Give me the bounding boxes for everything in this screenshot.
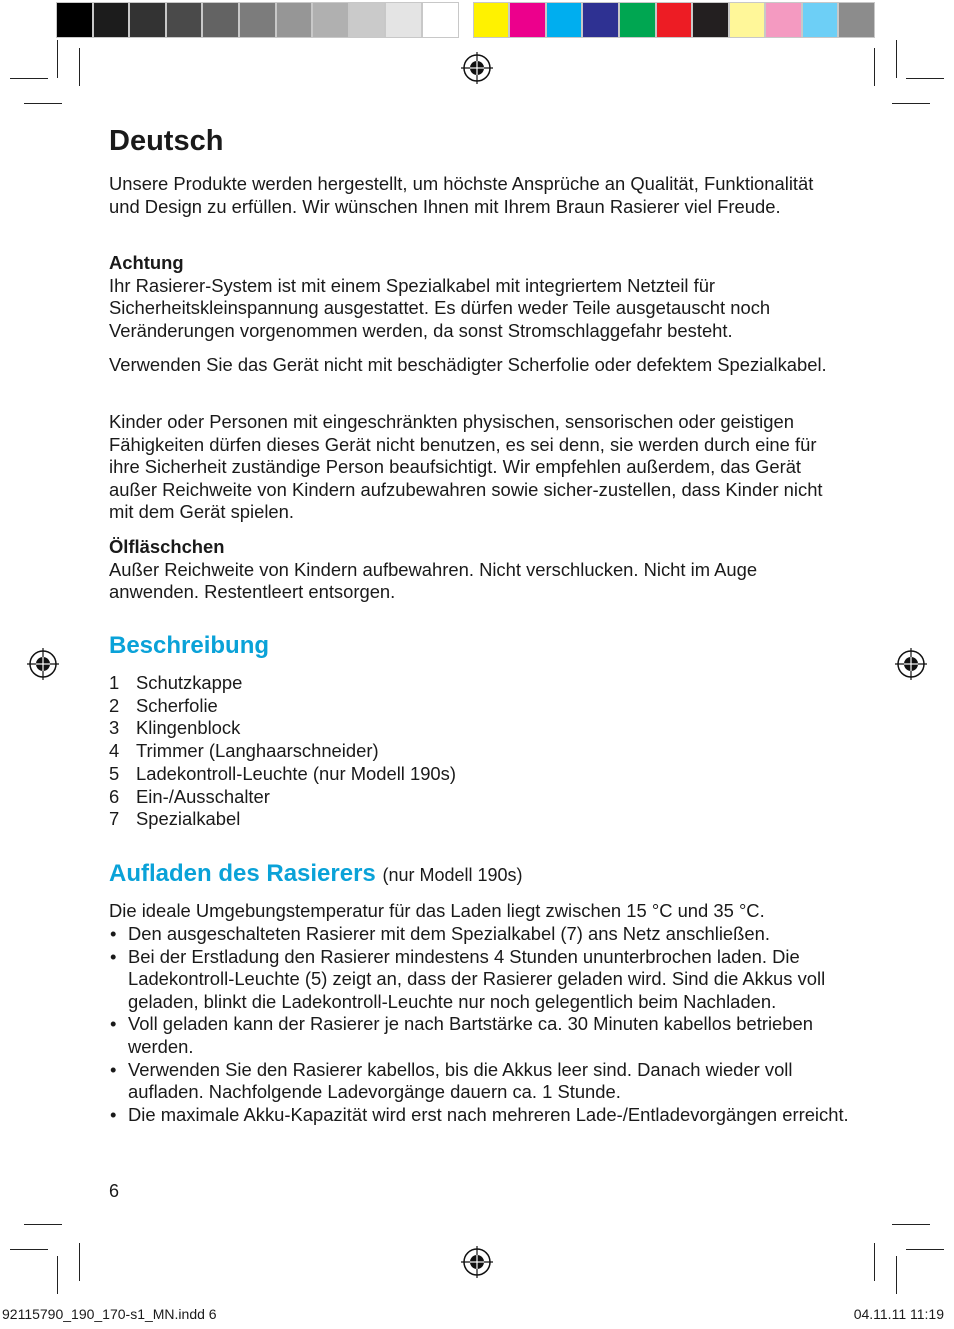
charging-note: (nur Modell 190s)	[382, 865, 523, 885]
list-item: • Verwenden Sie den Rasierer kabellos, bis die Akkus leer sind. Danach wieder voll aufladen. Nachfolgende Ladevorgänge dauern ca. 1 Stunde.	[109, 1059, 849, 1104]
parts-list	[109, 672, 456, 831]
achtung-section	[109, 252, 849, 342]
crop-mark	[892, 103, 930, 104]
color-swatch	[385, 2, 422, 38]
list-item: 1 Schutzkappe	[109, 672, 243, 693]
crop-mark	[10, 78, 48, 79]
color-swatch	[509, 2, 546, 38]
color-swatch	[619, 2, 656, 38]
color-swatch	[349, 2, 386, 38]
list-item: • Voll geladen kann der Rasierer je nach Bartstärke ca. 30 Minuten kabellos betrieben werden.	[109, 1013, 849, 1058]
registration-mark-icon	[461, 1246, 493, 1278]
list-item: 4 Trimmer (Langhaarschneider)	[109, 740, 379, 762]
page-title: Deutsch	[109, 125, 224, 157]
description-heading: Beschreibung	[109, 632, 270, 659]
list-item: 3 Klingenblock	[109, 717, 241, 739]
color-swatch	[473, 2, 510, 38]
achtung-text: Ihr Rasierer-System ist mit einem Spezialkabel mit integriertem Netzteil für Sicherheitskleinspannung ausgestattet. Es dürfen weder Teile ausgetauscht noch Veränderungen vorgenommen werden, da sonst Stromschlaggefahr besteht.	[109, 274, 771, 341]
color-swatch	[202, 2, 239, 38]
color-swatch	[312, 2, 349, 38]
warning-paragraph: Verwenden Sie das Gerät nicht mit beschädigter Scherfolie oder defektem Spezialkabel.	[109, 354, 827, 375]
crop-mark	[79, 1243, 80, 1281]
crop-mark	[896, 1256, 897, 1294]
oil-heading: Ölfläschchen	[109, 536, 225, 557]
footer-filename: 92115790_190_170-s1_MN.indd 6	[2, 1306, 217, 1322]
crop-mark	[906, 78, 944, 79]
oil-section	[109, 536, 849, 604]
achtung-heading: Achtung	[109, 252, 184, 273]
crop-mark	[906, 1249, 944, 1250]
list-item: • Den ausgeschalteten Rasierer mit dem Spezialkabel (7) ans Netz anschließen.	[109, 923, 849, 946]
crop-mark	[57, 40, 58, 78]
color-swatch	[692, 2, 729, 38]
list-item: 6 Ein-/Ausschalter	[109, 785, 270, 807]
charging-intro: Die ideale Umgebungstemperatur für das Laden liegt zwischen 15 °C und 35 °C.	[109, 900, 765, 921]
crop-mark	[57, 1256, 58, 1294]
color-bar-gap	[459, 2, 473, 38]
list-item: 5 Ladekontroll-Leuchte (nur Modell 190s)	[109, 762, 456, 784]
intro-paragraph: Unsere Produkte werden hergestellt, um höchste Ansprüche an Qualität, Funktionalität und Design zu erfüllen. Wir wünschen Ihnen mit Ihrem Braun Rasierer viel Freude.	[109, 173, 814, 217]
page-number: 6	[109, 1181, 120, 1201]
registration-mark-icon	[895, 648, 927, 680]
charging-bullets	[109, 923, 849, 1126]
crop-mark	[24, 1224, 62, 1225]
color-swatch	[838, 2, 875, 38]
registration-mark-icon	[461, 52, 493, 84]
crop-mark	[10, 1249, 48, 1250]
color-calibration-bar	[56, 2, 875, 38]
children-warning-paragraph: Kinder oder Personen mit eingeschränkten physischen, sensorischen oder geistigen Fähigkeiten dürfen dieses Gerät nicht benutzen, es sei denn, sie werden durch eine für ihre Sicherheit zuständige Person beaufsichtigt. Wir empfehlen außerdem, das Gerät außer Reichweite von Kindern aufzubewahren sowie sicher-zustellen, dass Kinder nicht mit dem Gerät spielen.	[109, 411, 823, 523]
color-swatch	[656, 2, 693, 38]
crop-mark	[896, 40, 897, 78]
crop-mark	[874, 1243, 875, 1281]
list-item: 7 Spezialkabel	[109, 808, 241, 830]
color-swatch	[802, 2, 839, 38]
registration-mark-icon	[27, 648, 59, 680]
charging-heading: Aufladen des Rasierers (nur Modell 190s)	[109, 860, 523, 887]
color-swatch	[129, 2, 166, 38]
color-swatch	[276, 2, 313, 38]
color-swatch	[422, 2, 459, 38]
list-item: • Die maximale Akku-Kapazität wird erst nach mehreren Lade-/Entladevorgängen erreicht.	[109, 1104, 849, 1127]
list-item: 2 Scherfolie	[109, 694, 218, 716]
color-swatch	[582, 2, 619, 38]
color-swatch	[93, 2, 130, 38]
color-swatch	[765, 2, 802, 38]
crop-mark	[79, 48, 80, 86]
footer-timestamp: 04.11.11 11:19	[853, 1306, 944, 1322]
crop-mark	[24, 103, 62, 104]
color-swatch	[239, 2, 276, 38]
color-swatch	[729, 2, 766, 38]
color-swatch	[546, 2, 583, 38]
list-item: • Bei der Erstladung den Rasierer mindestens 4 Stunden ununterbrochen laden. Die Ladekontroll-Leuchte (5) zeigt an, dass der Rasierer geladen wird. Sind die Akkus voll geladen, blinkt die Ladekontroll-Leuchte nur noch gelegentlich beim Nachladen.	[109, 946, 849, 1014]
oil-text: Außer Reichweite von Kindern aufbewahren. Nicht verschlucken. Nicht im Auge anwenden. Restentleert entsorgen.	[109, 558, 758, 603]
color-swatch	[56, 2, 93, 38]
crop-mark	[892, 1224, 930, 1225]
crop-mark	[874, 48, 875, 86]
color-swatch	[166, 2, 203, 38]
